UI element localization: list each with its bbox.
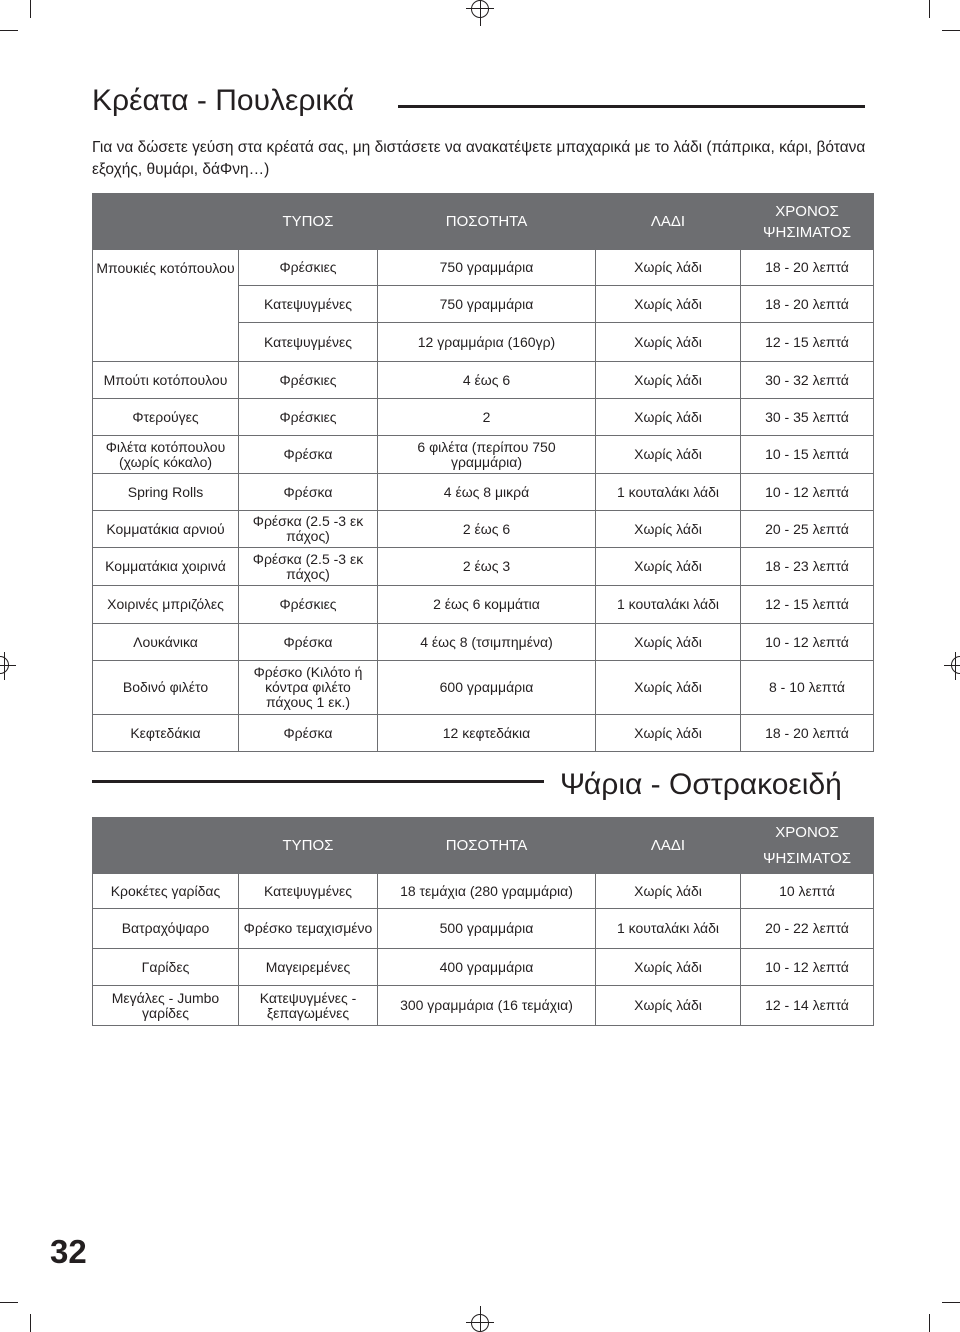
row-type: Φρέσκιες — [239, 250, 378, 286]
row-type: Κατεψυγμένες — [239, 286, 378, 323]
table-row — [93, 362, 874, 399]
row-time: 18 - 20 λεπτά — [741, 715, 874, 752]
row-food: Φτερούγες — [93, 399, 239, 436]
row-time: 12 - 14 λεπτά — [741, 986, 874, 1026]
row-oil: 1 κουταλάκι λάδι — [596, 586, 741, 624]
row-time: 18 - 23 λεπτά — [741, 548, 874, 586]
row-time: 10 λεπτά — [741, 874, 874, 909]
row-type: Φρέσκα — [239, 474, 378, 511]
row-food: Βατραχόψαρο — [93, 909, 239, 949]
row-type: Μαγειρεμένες — [239, 949, 378, 986]
table-row — [93, 436, 874, 474]
fish-seafood-table — [92, 817, 874, 1026]
row-quantity: 2 έως 6 κομμάτια — [378, 586, 596, 624]
row-food: Μπουκιές κοτόπουλου — [93, 250, 239, 362]
row-time: 8 - 10 λεπτά — [741, 661, 874, 715]
row-type: Φρέσκα (2.5 -3 εκ πάχος) — [239, 548, 378, 586]
row-food: Κεφτεδάκια — [93, 715, 239, 752]
row-time: 12 - 15 λεπτά — [741, 323, 874, 362]
row-time: 20 - 25 λεπτά — [741, 511, 874, 548]
row-oil: Χωρίς λάδι — [596, 250, 741, 286]
row-food: Κομματάκια χοιρινά — [93, 548, 239, 586]
row-food: Μεγάλες - Jumbo γαρίδες — [93, 986, 239, 1026]
row-oil: Χωρίς λάδι — [596, 624, 741, 661]
row-type: Φρέσκα — [239, 624, 378, 661]
row-quantity: 4 έως 8 μικρά — [378, 474, 596, 511]
row-quantity: 12 γραμμάρια (160γρ) — [378, 323, 596, 362]
header-quantity: ΠΟΣΟΤΗΤΑ — [378, 194, 596, 250]
table-row — [93, 874, 874, 909]
row-quantity: 300 γραμμάρια (16 τεμάχια) — [378, 986, 596, 1026]
header-time: ΧΡΟΝΟΣ ΨΗΣΙΜΑΤΟΣ — [741, 194, 874, 250]
row-oil: Χωρίς λάδι — [596, 286, 741, 323]
row-type: Φρέσκα — [239, 436, 378, 474]
row-food: Γαρίδες — [93, 949, 239, 986]
table-row — [93, 399, 874, 436]
row-oil: Χωρίς λάδι — [596, 949, 741, 986]
row-food: Φιλέτα κοτόπουλου (χωρίς κόκαλο) — [93, 436, 239, 474]
table-header — [93, 194, 874, 250]
header-time: ΧΡΟΝΟΣ ΨΗΣΙΜΑΤΟΣ — [741, 818, 874, 874]
table-row — [93, 548, 874, 586]
row-quantity: 750 γραμμάρια — [378, 286, 596, 323]
table-row — [93, 715, 874, 752]
row-time: 18 - 20 λεπτά — [741, 250, 874, 286]
row-time: 12 - 15 λεπτά — [741, 586, 874, 624]
row-oil: 1 κουταλάκι λάδι — [596, 909, 741, 949]
row-type: Κατεψυγμένες — [239, 874, 378, 909]
row-type: Κατεψυγμένες — [239, 323, 378, 362]
intro-text: Για να δώσετε γεύση στα κρέατά σας, μη διστάσετε να ανακατέψετε μπαχαρικά με το λάδι (πάπρικα, κάρι, βότανα εξοχής, θυμάρι, δάΦνη…) — [92, 139, 866, 178]
row-oil: Χωρίς λάδι — [596, 548, 741, 586]
table-row — [93, 624, 874, 661]
row-food: Βοδινό φιλέτο — [93, 661, 239, 715]
row-food: Χοιρινές μπριζόλες — [93, 586, 239, 624]
row-type: Φρέσκιες — [239, 362, 378, 399]
row-quantity: 400 γραμμάρια — [378, 949, 596, 986]
row-food: Λουκάνικα — [93, 624, 239, 661]
row-time: 20 - 22 λεπτά — [741, 909, 874, 949]
row-oil: 1 κουταλάκι λάδι — [596, 474, 741, 511]
row-quantity: 12 κεφτεδάκια — [378, 715, 596, 752]
row-oil: Χωρίς λάδι — [596, 362, 741, 399]
header-type: ΤΥΠΟΣ — [239, 194, 378, 250]
meat-poultry-table — [92, 193, 874, 752]
row-type: Κατεψυγμένες - ξεπαγωμένες — [239, 986, 378, 1026]
row-time: 10 - 15 λεπτά — [741, 436, 874, 474]
row-type: Φρέσκιες — [239, 399, 378, 436]
row-time: 30 - 32 λεπτά — [741, 362, 874, 399]
row-time: 10 - 12 λεπτά — [741, 624, 874, 661]
row-quantity: 750 γραμμάρια — [378, 250, 596, 286]
row-oil: Χωρίς λάδι — [596, 511, 741, 548]
row-quantity: 2 έως 3 — [378, 548, 596, 586]
table-header — [93, 818, 874, 874]
header-empty — [93, 818, 239, 874]
header-oil: ΛΑΔΙ — [596, 818, 741, 874]
title-rule — [398, 105, 865, 108]
table-row — [93, 949, 874, 986]
row-oil: Χωρίς λάδι — [596, 715, 741, 752]
table-row — [93, 250, 874, 286]
header-quantity: ΠΟΣΟΤΗΤΑ — [378, 818, 596, 874]
row-time: 30 - 35 λεπτά — [741, 399, 874, 436]
page-number: 32 — [50, 1233, 87, 1270]
row-quantity: 18 τεμάχια (280 γραμμάρια) — [378, 874, 596, 909]
row-food: Κροκέτες γαρίδας — [93, 874, 239, 909]
row-quantity: 6 φιλέτα (περίπου 750 γραμμάρια) — [378, 436, 596, 474]
header-type: ΤΥΠΟΣ — [239, 818, 378, 874]
row-oil: Χωρίς λάδι — [596, 399, 741, 436]
table-row — [93, 586, 874, 624]
header-empty — [93, 194, 239, 250]
row-food: Μπούτι κοτόπουλου — [93, 362, 239, 399]
header-oil: ΛΑΔΙ — [596, 194, 741, 250]
row-oil: Χωρίς λάδι — [596, 874, 741, 909]
row-type: Φρέσκο (Κιλότο ή κόντρα φιλέτο πάχους 1 εκ.) — [239, 661, 378, 715]
row-food: Spring Rolls — [93, 474, 239, 511]
row-oil: Χωρίς λάδι — [596, 986, 741, 1026]
row-type: Φρέσκα — [239, 715, 378, 752]
row-quantity: 4 έως 6 — [378, 362, 596, 399]
row-quantity: 4 έως 8 (τσιμπημένα) — [378, 624, 596, 661]
row-oil: Χωρίς λάδι — [596, 436, 741, 474]
row-type: Φρέσκα (2.5 -3 εκ πάχος) — [239, 511, 378, 548]
table-row — [93, 909, 874, 949]
section-title-fish-seafood: Ψάρια - Οστρακοειδή — [560, 768, 842, 801]
row-food: Κομματάκια αρνιού — [93, 511, 239, 548]
table-row — [93, 511, 874, 548]
row-time: 10 - 12 λεπτά — [741, 949, 874, 986]
row-oil: Χωρίς λάδι — [596, 661, 741, 715]
row-quantity: 2 έως 6 — [378, 511, 596, 548]
row-quantity: 2 — [378, 399, 596, 436]
row-type: Φρέσκο τεμαχισμένο — [239, 909, 378, 949]
row-time: 18 - 20 λεπτά — [741, 286, 874, 323]
row-quantity: 600 γραμμάρια — [378, 661, 596, 715]
row-quantity: 500 γραμμάρια — [378, 909, 596, 949]
row-type: Φρέσκιες — [239, 586, 378, 624]
table-row — [93, 474, 874, 511]
section-title-meat-poultry: Κρέατα - Πουλερικά — [92, 84, 355, 117]
row-time: 10 - 12 λεπτά — [741, 474, 874, 511]
row-oil: Χωρίς λάδι — [596, 323, 741, 362]
section-rule — [92, 780, 544, 783]
table-row — [93, 986, 874, 1026]
table-row — [93, 661, 874, 715]
